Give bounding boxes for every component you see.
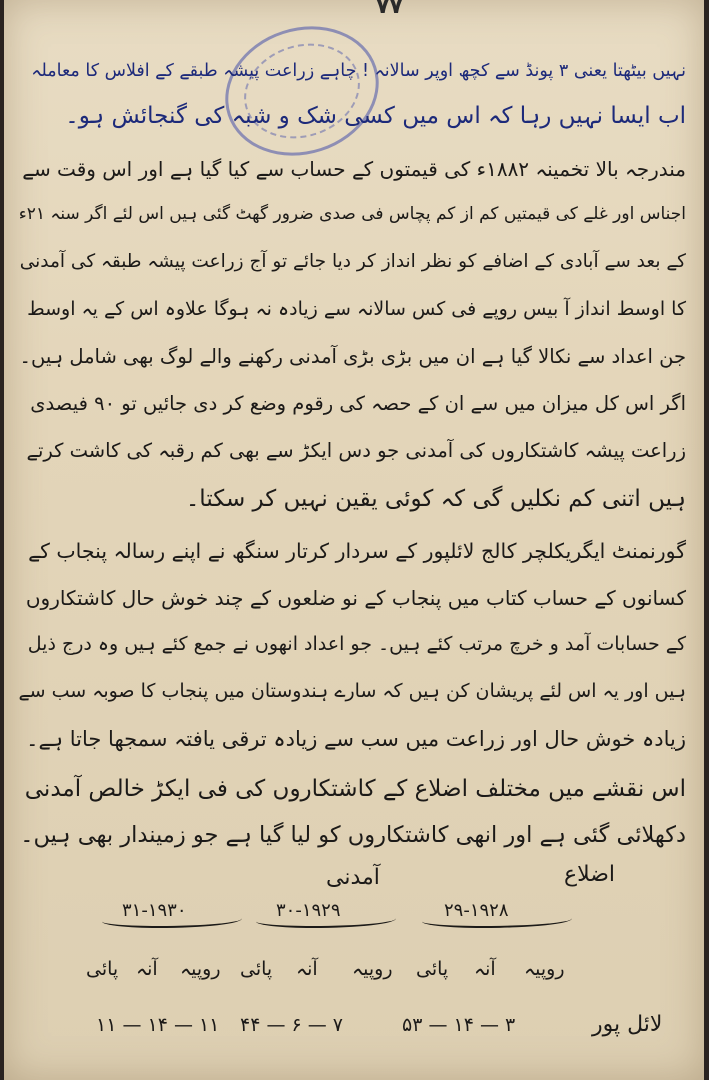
row-value-3: ۱۱ — ۱۴ — ۱۱ [96, 1014, 220, 1036]
period-3: ۳۱-۱۹۳۰ [122, 900, 187, 921]
text-line-4: اجناس اور غلے کی قیمتیں کم از کم پچاس فی صدی ضرور گھٹ گئی ہیں اس لئے اگر سنہ ۲۱ء [18, 204, 686, 224]
text-line-10: ہیں اتنی کم نکلیں گی کہ کوئی یقین نہیں کر سکتا۔ [185, 486, 686, 512]
text-line-8: اگر اس کل میزان میں سے ان کے حصہ کی رقوم وضع کر دی جائیں تو ۹۰ فیصدی [30, 392, 686, 415]
text-line-12: کسانوں کے حساب کتاب میں پنجاب کے نو ضلعوں کے چند خوش حال کاشتکاروں [25, 586, 686, 610]
unit-8: آنہ [136, 958, 158, 980]
row-value-1: ۵۳ — ۱۴ — ۳ [402, 1014, 516, 1036]
period-1: ۲۹-۱۹۲۸ [444, 900, 509, 921]
text-line-11: گورنمنٹ ایگریکلچر کالج لائلپور کے سردار کرتار سنگھ نے اپنے رسالہ پنجاب کے [28, 539, 686, 563]
text-line-1: نہیں بیٹھتا یعنی ۳ پونڈ سے کچھ اوپر سالانہ ! چاہے زراعت پیشہ طبقے کے افلاس کا معاملہ [31, 61, 686, 81]
text-line-16: اس نقشے میں مختلف اضلاع کے کاشتکاروں کی فی ایکڑ خالص آمدنی [24, 776, 686, 802]
ink-stamp [208, 7, 395, 175]
heading-income: آمدنی [326, 865, 380, 890]
text-line-6: کا اوسط انداز آ بیس روپے فی کس سالانہ سے زیادہ نہ ہوگا علاوہ اس کے یہ اوسط [27, 298, 686, 320]
page-number: ۷۷ [376, 0, 403, 19]
unit-3: پائی [416, 958, 449, 980]
period-2: ۳۰-۱۹۲۹ [276, 900, 341, 921]
text-line-13: کے حسابات آمد و خرچ مرتب کئے ہیں۔ جو اعداد انھوں نے جمع کئے ہیں وہ درج ذیل [27, 633, 686, 655]
text-line-3: مندرجہ بالا تخمینہ ۱۸۸۲ء کی قیمتوں کے حساب سے کیا گیا ہے اور اس وقت سے [22, 157, 686, 181]
unit-9: پائی [86, 958, 119, 980]
period-1-underline [422, 912, 572, 928]
text-line-7: جن اعداد سے نکالا گیا ہے ان میں بڑی بڑی آمدنی رکھنے والے لوگ بھی شامل ہیں۔ [19, 345, 686, 368]
row-value-2: ۴۴ — ۶ — ۷ [240, 1014, 343, 1036]
row-district-lyallpur: لائل پور [592, 1012, 663, 1037]
unit-7: روپیہ [180, 958, 221, 980]
document-page [4, 0, 704, 1080]
text-line-17: دکھلائی گئی ہے اور انھی کاشتکاروں کو لیا گیا ہے جو زمیندار بھی ہیں۔ [20, 822, 686, 848]
heading-districts: اضلاع [564, 862, 616, 887]
text-line-14: ہیں اور یہ اس لئے پریشان کن ہیں کہ سارے ہندوستان میں پنجاب کا صوبہ سب سے [18, 680, 686, 702]
period-3-underline [102, 912, 242, 928]
text-line-9: زراعت پیشہ کاشتکاروں کی آمدنی جو دس ایکڑ سے بھی کم رقبہ کی کاشت کرتے [26, 439, 686, 462]
unit-5: آنہ [296, 958, 318, 980]
text-line-5: کے بعد سے آبادی کے اضافے کو نظر انداز کر دیا جائے تو آج زراعت پیشہ طبقہ کی آمدنی [19, 251, 686, 272]
period-2-underline [256, 912, 396, 928]
unit-4: روپیہ [352, 958, 393, 980]
text-line-2: اب ایسا نہیں رہا کہ اس میں کسی شک و شبہ کی گنجائش ہو۔ [65, 103, 686, 129]
text-line-15: زیادہ خوش حال اور زراعت میں سب سے زیادہ ترقی یافتہ سمجھا جاتا ہے۔ [26, 727, 686, 751]
unit-6: پائی [240, 958, 273, 980]
unit-1: روپیہ [524, 958, 565, 980]
unit-2: آنہ [474, 958, 496, 980]
